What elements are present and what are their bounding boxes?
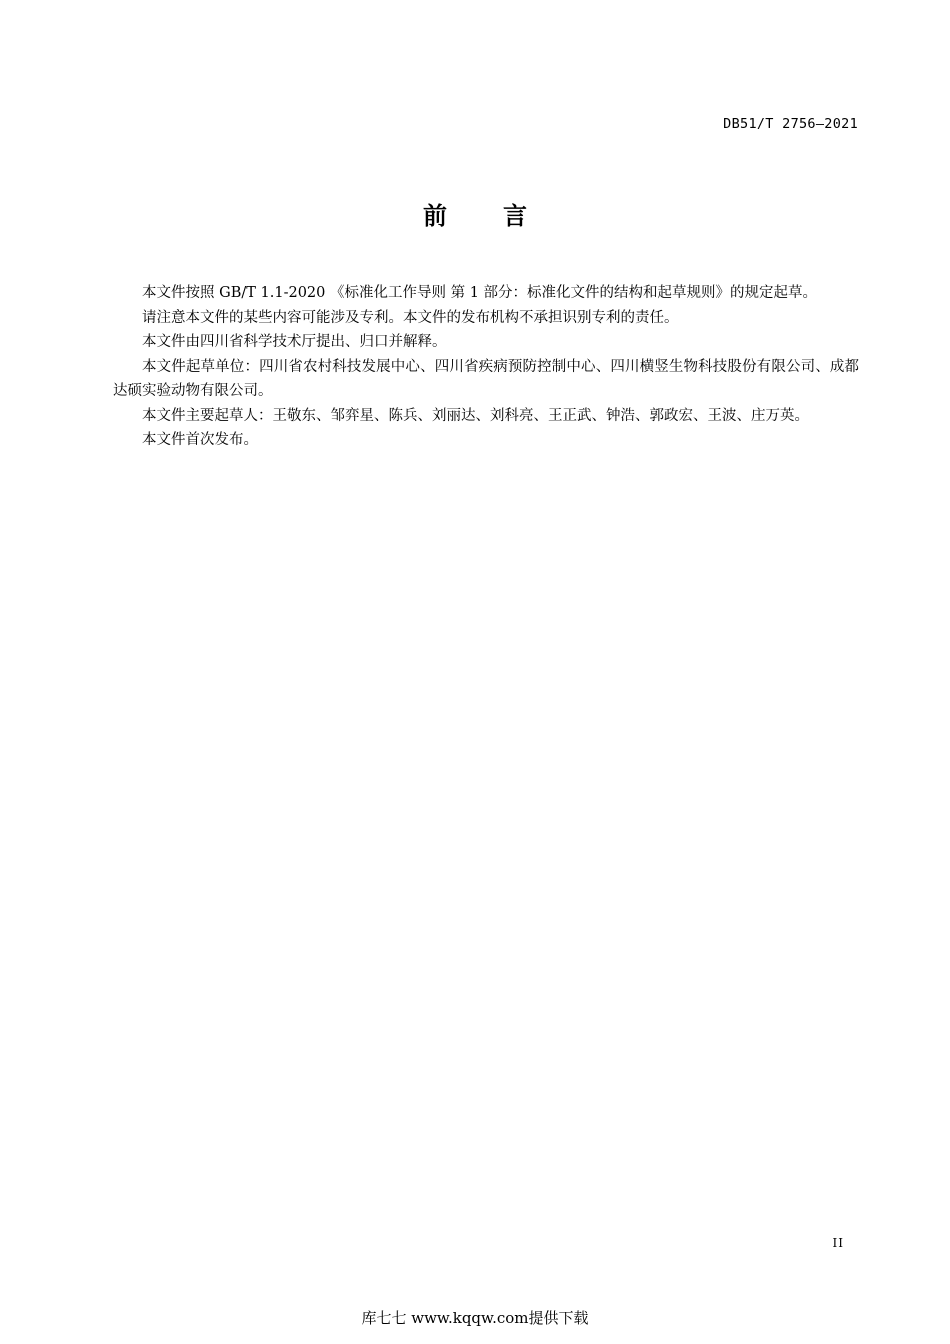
- foreword-body: [113, 281, 859, 453]
- paragraph-proposer: 本文件由四川省科学技术厅提出、归口并解释。: [142, 334, 447, 350]
- footer-watermark: 库七七 www.kqqw.com提供下载: [361, 1309, 589, 1327]
- paragraph-drafting-units: 本文件起草单位：四川省农村科技发展中心、四川省疾病预防控制中心、四川横竖生物科技股份有限公司、成都达硕实验动物有限公司。: [113, 358, 859, 399]
- paragraph-first-release: 本文件首次发布。: [142, 432, 258, 448]
- document-code: DB51/T 2756—2021: [723, 116, 858, 132]
- title-char-1: 前: [423, 202, 447, 230]
- paragraph-drafting-rules: 本文件按照 GB/T 1.1-2020 《标准化工作导则 第 1 部分：标准化文件的结构和起草规则》的规定起草。: [142, 285, 818, 301]
- page-number: II: [832, 1236, 844, 1250]
- paragraph-drafters: 本文件主要起草人：王敬东、邹弈星、陈兵、刘丽达、刘科亮、王正武、钟浩、郭政宏、王波、庄万英。: [142, 407, 809, 424]
- title-char-2: 言: [503, 202, 527, 230]
- paragraph-patent-notice: 请注意本文件的某些内容可能涉及专利。本文件的发布机构不承担识别专利的责任。: [142, 309, 679, 326]
- page-title: [0, 196, 950, 231]
